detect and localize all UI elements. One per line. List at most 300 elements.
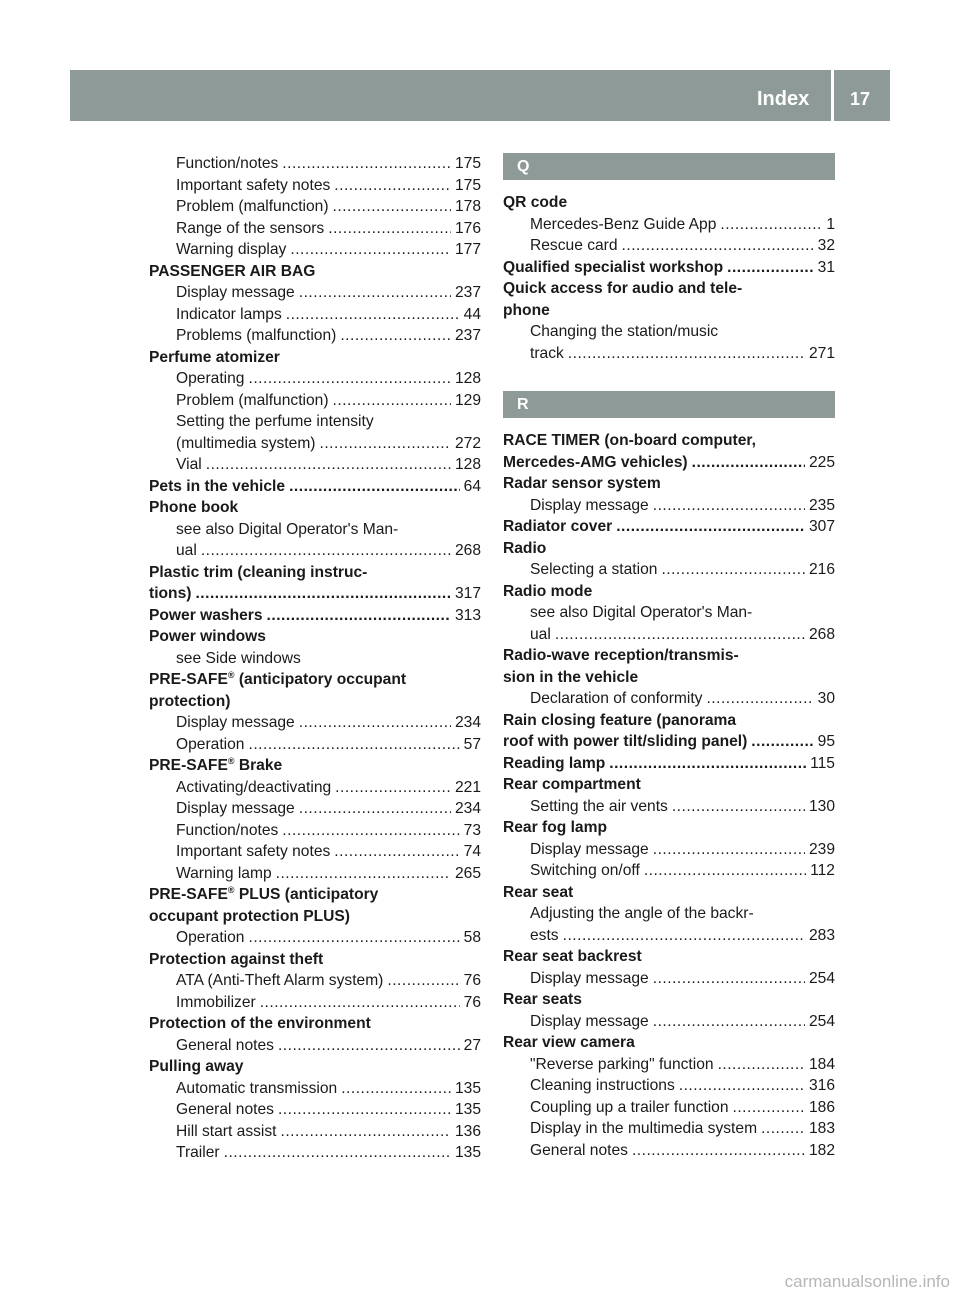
entry-text xyxy=(149,562,367,584)
dot-leader xyxy=(260,992,460,1014)
index-subentry[interactable] xyxy=(149,390,481,412)
entry-label: Adjusting the angle of the backr- xyxy=(530,905,754,922)
page-reference[interactable]: 183 xyxy=(808,1120,835,1137)
entry-text xyxy=(530,602,752,624)
dot-leader xyxy=(335,777,451,799)
index-entry[interactable] xyxy=(149,605,481,627)
entry-text xyxy=(149,605,263,627)
dot-leader xyxy=(299,712,451,734)
index-entry xyxy=(503,774,835,796)
page-reference[interactable]: 271 xyxy=(808,344,835,362)
entry-label: Perfume atomizer xyxy=(149,348,280,366)
index-subentry[interactable] xyxy=(149,368,481,390)
dot-leader xyxy=(334,841,459,863)
index-entry xyxy=(503,300,835,322)
entry-text xyxy=(503,192,567,214)
index-subentry[interactable] xyxy=(149,777,481,799)
entry-text xyxy=(176,1035,274,1057)
dot-leader xyxy=(333,390,451,412)
page-reference[interactable]: 31 xyxy=(817,258,835,276)
entry-label: Protection against theft xyxy=(149,950,324,968)
entry-text xyxy=(503,452,688,474)
entry-label: Power windows xyxy=(149,628,266,645)
index-subentry[interactable] xyxy=(149,175,481,197)
page-reference[interactable]: 235 xyxy=(808,496,835,514)
page-reference[interactable]: 317 xyxy=(454,585,481,602)
entry-text xyxy=(176,777,331,799)
entry-text xyxy=(176,1099,274,1121)
registered-mark: ® xyxy=(227,885,235,895)
dot-leader xyxy=(248,368,450,390)
index-subentry[interactable] xyxy=(503,235,835,257)
spacer xyxy=(503,180,835,192)
index-subentry xyxy=(149,411,481,433)
page-reference[interactable]: 237 xyxy=(454,284,481,301)
entry-label: PRE-SAFE xyxy=(149,757,228,774)
entry-text xyxy=(176,820,278,842)
index-entry xyxy=(503,710,835,732)
dot-leader xyxy=(644,860,806,882)
entry-text xyxy=(176,970,383,992)
entry-label: see also Digital Operator's Man- xyxy=(176,520,399,538)
entry-label: Rear seats xyxy=(503,991,582,1008)
index-subentry[interactable] xyxy=(149,454,481,476)
dot-leader xyxy=(616,516,805,538)
entry-text xyxy=(176,454,202,476)
page-reference[interactable]: 58 xyxy=(463,929,481,946)
entry-label: Rear seat xyxy=(503,883,574,901)
entry-label: Qualified specialist workshop xyxy=(503,258,724,276)
dot-leader xyxy=(563,925,805,947)
page-reference[interactable]: 265 xyxy=(454,864,481,882)
dot-leader xyxy=(328,218,451,240)
page-reference[interactable]: 237 xyxy=(454,327,481,344)
index-subentry[interactable] xyxy=(149,1078,481,1100)
entry-text xyxy=(176,992,256,1014)
entry-text xyxy=(176,1121,277,1143)
index-subentry[interactable] xyxy=(149,433,481,455)
index-subentry[interactable] xyxy=(149,820,481,842)
index-entry xyxy=(149,669,481,691)
index-entry xyxy=(149,884,481,906)
index-subentry[interactable] xyxy=(149,1121,481,1143)
dot-leader xyxy=(661,559,805,581)
entry-text xyxy=(503,257,723,279)
entry-text xyxy=(149,691,230,713)
header-page-number: 17 xyxy=(850,89,871,109)
page-reference[interactable]: 57 xyxy=(463,735,481,753)
page-reference[interactable]: 130 xyxy=(808,797,835,815)
entry-label: track xyxy=(530,344,564,362)
index-subentry[interactable] xyxy=(149,992,481,1014)
entry-text xyxy=(149,1056,243,1078)
entry-label: Pets in the vehicle xyxy=(149,477,286,495)
index-entry xyxy=(149,691,481,713)
entry-label: Display message xyxy=(176,284,295,301)
index-subentry[interactable] xyxy=(149,304,481,326)
page-reference[interactable]: 268 xyxy=(808,625,835,643)
entry-label: Display message xyxy=(530,496,649,514)
page-reference[interactable]: 135 xyxy=(454,1079,481,1097)
page-reference[interactable]: 44 xyxy=(463,305,481,323)
page-reference[interactable]: 175 xyxy=(454,155,481,172)
entry-text xyxy=(530,968,649,990)
entry-text xyxy=(530,559,657,581)
entry-label: Rain closing feature (panorama xyxy=(503,711,737,729)
entry-text xyxy=(176,798,295,820)
entry-text xyxy=(503,710,736,732)
index-subentry[interactable] xyxy=(503,1097,835,1119)
entry-text xyxy=(149,347,280,369)
entry-text xyxy=(149,884,378,906)
entry-text xyxy=(530,1118,757,1140)
index-entry xyxy=(503,645,835,667)
dot-leader xyxy=(267,605,451,627)
entry-label-rest: (anticipatory occupant xyxy=(234,671,407,688)
index-subentry[interactable] xyxy=(149,1035,481,1057)
index-entry xyxy=(503,278,835,300)
entry-label: (multimedia system) xyxy=(176,434,316,452)
dot-leader xyxy=(632,1140,805,1162)
page-reference[interactable]: 136 xyxy=(454,1122,481,1140)
index-subentry[interactable] xyxy=(149,196,481,218)
dot-leader xyxy=(761,1118,805,1140)
dot-leader xyxy=(278,1035,460,1057)
page-reference[interactable]: 178 xyxy=(454,198,481,215)
index-subentry[interactable] xyxy=(149,841,481,863)
entry-text xyxy=(176,282,295,304)
page-reference[interactable]: 135 xyxy=(454,1101,481,1118)
entry-label: Setting the air vents xyxy=(530,797,668,815)
index-entry xyxy=(149,906,481,928)
page-reference[interactable]: 95 xyxy=(817,733,835,750)
entry-text xyxy=(503,774,641,796)
dot-leader xyxy=(653,495,805,517)
entry-label: see Side windows xyxy=(176,649,301,667)
entry-label: ATA (Anti-Theft Alarm system) xyxy=(176,972,384,989)
dot-leader xyxy=(706,688,813,710)
page-reference[interactable]: 176 xyxy=(454,219,481,237)
index-subentry[interactable] xyxy=(149,927,481,949)
index-entry[interactable] xyxy=(503,516,835,538)
index-subentry[interactable] xyxy=(503,839,835,861)
page-reference[interactable]: 254 xyxy=(808,969,835,987)
index-subentry[interactable] xyxy=(149,970,481,992)
page-reference[interactable]: 283 xyxy=(808,926,835,944)
entry-label: roof with power tilt/sliding panel) xyxy=(503,733,748,750)
dot-leader xyxy=(290,239,451,261)
section-header: R xyxy=(503,391,835,418)
index-column-right xyxy=(503,153,835,1161)
dot-leader xyxy=(299,282,451,304)
entry-text xyxy=(176,433,316,455)
page-reference[interactable]: 216 xyxy=(808,561,835,578)
page-reference[interactable]: 73 xyxy=(463,821,481,839)
index-subentry[interactable] xyxy=(503,495,835,517)
dot-leader xyxy=(289,476,460,498)
entry-label: Indicator lamps xyxy=(176,305,282,323)
page-reference[interactable]: 30 xyxy=(817,690,835,707)
index-entry[interactable] xyxy=(503,753,835,775)
entry-label: Power washers xyxy=(149,606,263,624)
dot-leader xyxy=(720,214,822,236)
page-reference[interactable]: 307 xyxy=(808,518,835,535)
index-entry[interactable] xyxy=(149,476,481,498)
entry-text xyxy=(530,1140,628,1162)
page-reference[interactable]: 76 xyxy=(463,993,481,1011)
index-entry[interactable] xyxy=(503,257,835,279)
page-reference[interactable]: 313 xyxy=(454,606,481,624)
entry-text xyxy=(149,497,238,519)
dot-leader xyxy=(320,433,451,455)
index-subentry[interactable] xyxy=(149,712,481,734)
entry-label: Rear view camera xyxy=(503,1034,635,1051)
entry-label: occupant protection PLUS) xyxy=(149,907,350,925)
page-reference[interactable]: 272 xyxy=(454,434,481,452)
index-subentry xyxy=(149,648,481,670)
entry-text xyxy=(503,882,573,904)
entry-text xyxy=(149,626,266,648)
entry-label: Problem (malfunction) xyxy=(176,391,329,409)
entry-text xyxy=(530,860,640,882)
page-reference[interactable]: 182 xyxy=(808,1141,835,1159)
index-subentry[interactable] xyxy=(149,1099,481,1121)
index-subentry[interactable] xyxy=(503,1054,835,1076)
dot-leader xyxy=(653,839,805,861)
entry-text xyxy=(503,817,607,839)
entry-label: PRE-SAFE xyxy=(149,671,228,688)
entry-label: Radar sensor system xyxy=(503,475,661,492)
dot-leader xyxy=(653,968,805,990)
entry-label: Display message xyxy=(530,969,649,987)
index-entry[interactable] xyxy=(503,731,835,753)
entry-label: Trailer xyxy=(176,1144,220,1161)
dot-leader xyxy=(282,153,451,175)
index-entry xyxy=(503,882,835,904)
entry-text xyxy=(149,906,350,928)
dot-leader xyxy=(341,1078,451,1100)
dot-leader xyxy=(333,196,451,218)
index-subentry[interactable] xyxy=(503,1118,835,1140)
index-entry xyxy=(503,1032,835,1054)
page-reference[interactable]: 128 xyxy=(454,456,481,473)
entry-label: PRE-SAFE xyxy=(149,886,228,903)
entry-text xyxy=(503,946,642,968)
index-subentry xyxy=(149,519,481,541)
entry-label: Operating xyxy=(176,370,245,387)
entry-text xyxy=(176,648,301,670)
entry-label: ual xyxy=(176,542,197,559)
index-subentry[interactable] xyxy=(149,540,481,562)
entry-label: "Reverse parking" function xyxy=(530,1055,714,1073)
index-entry xyxy=(503,430,835,452)
entry-label: Radiator cover xyxy=(503,518,613,535)
header-title: Index xyxy=(757,88,810,110)
entry-label: Changing the station/music xyxy=(530,323,719,340)
index-entry xyxy=(503,538,835,560)
dot-leader xyxy=(751,731,813,753)
entry-text xyxy=(176,712,295,734)
index-subentry[interactable] xyxy=(149,863,481,885)
index-subentry[interactable] xyxy=(503,1011,835,1033)
dot-leader xyxy=(276,863,451,885)
index-subentry[interactable] xyxy=(503,860,835,882)
index-entry xyxy=(149,347,481,369)
entry-text xyxy=(176,519,398,541)
page-reference[interactable]: 254 xyxy=(808,1012,835,1030)
index-entry xyxy=(149,562,481,584)
page-reference[interactable]: 135 xyxy=(454,1144,481,1161)
index-subentry[interactable] xyxy=(503,1075,835,1097)
index-subentry[interactable] xyxy=(149,282,481,304)
entry-label: Protection of the environment xyxy=(149,1015,371,1032)
entry-label: tions) xyxy=(149,585,192,602)
index-entry xyxy=(149,497,481,519)
dot-leader xyxy=(282,820,459,842)
entry-label: Automatic transmission xyxy=(176,1079,338,1097)
entry-label: Cleaning instructions xyxy=(530,1077,675,1094)
index-subentry xyxy=(503,903,835,925)
entry-text xyxy=(530,903,754,925)
page-reference[interactable]: 234 xyxy=(454,800,481,817)
entry-text xyxy=(176,153,278,175)
entry-label-rest: Brake xyxy=(234,757,283,774)
entry-text xyxy=(176,734,244,756)
index-subentry[interactable] xyxy=(149,734,481,756)
entry-text xyxy=(176,304,282,326)
entry-label: phone xyxy=(503,301,550,319)
index-entry xyxy=(503,192,835,214)
entry-label: Problems (malfunction) xyxy=(176,327,337,344)
index-subentry xyxy=(503,321,835,343)
index-subentry[interactable] xyxy=(503,925,835,947)
dot-leader xyxy=(679,1075,805,1097)
page-reference[interactable]: 239 xyxy=(808,840,835,858)
index-entry xyxy=(503,989,835,1011)
page-reference[interactable]: 74 xyxy=(463,843,481,860)
index-column-left xyxy=(149,153,481,1164)
entry-label: Display message xyxy=(530,840,649,858)
dot-leader xyxy=(672,796,805,818)
entry-text xyxy=(176,239,286,261)
entry-label: Declaration of conformity xyxy=(530,690,703,707)
entry-text xyxy=(176,325,336,347)
page-reference[interactable]: 76 xyxy=(463,972,481,989)
entry-text xyxy=(149,755,282,777)
entry-label: Plastic trim (cleaning instruc- xyxy=(149,563,368,581)
entry-text xyxy=(530,214,716,236)
index-subentry[interactable] xyxy=(503,559,835,581)
page-reference[interactable]: 268 xyxy=(454,542,481,559)
page-reference[interactable]: 129 xyxy=(454,391,481,409)
page-reference[interactable]: 32 xyxy=(817,237,835,254)
page-reference[interactable]: 184 xyxy=(808,1055,835,1073)
page-reference[interactable]: 175 xyxy=(454,176,481,194)
page-reference[interactable]: 112 xyxy=(810,862,835,879)
index-subentry[interactable] xyxy=(503,1140,835,1162)
entry-text xyxy=(503,731,747,753)
page-reference[interactable]: 316 xyxy=(808,1077,835,1094)
entry-label: Selecting a station xyxy=(530,561,658,578)
entry-label: ests xyxy=(530,926,559,944)
page-reference[interactable]: 225 xyxy=(808,453,835,471)
entry-label: Mercedes-AMG vehicles) xyxy=(503,453,688,471)
entry-label: Function/notes xyxy=(176,155,279,172)
index-subentry[interactable] xyxy=(503,624,835,646)
page-reference[interactable]: 221 xyxy=(454,778,481,796)
entry-label: see also Digital Operator's Man- xyxy=(530,604,753,621)
index-subentry[interactable] xyxy=(503,343,835,365)
page-reference[interactable]: 186 xyxy=(808,1098,835,1116)
page-reference[interactable]: 234 xyxy=(454,714,481,731)
entry-text xyxy=(176,196,329,218)
entry-label: Rescue card xyxy=(530,237,618,254)
dot-leader xyxy=(692,452,805,474)
index-subentry[interactable] xyxy=(503,968,835,990)
entry-text xyxy=(176,390,329,412)
page-reference[interactable]: 1 xyxy=(826,215,835,233)
dot-leader xyxy=(555,624,805,646)
index-subentry[interactable] xyxy=(503,688,835,710)
index-entry[interactable] xyxy=(503,452,835,474)
entry-text xyxy=(503,300,550,322)
entry-text xyxy=(530,321,718,343)
entry-text xyxy=(176,927,244,949)
dot-leader xyxy=(387,970,459,992)
entry-label: Display in the multimedia system xyxy=(530,1120,758,1137)
index-subentry[interactable] xyxy=(149,239,481,261)
entry-label: Important safety notes xyxy=(176,843,331,860)
entry-label: Operation xyxy=(176,929,245,946)
index-subentry[interactable] xyxy=(149,218,481,240)
index-subentry[interactable] xyxy=(503,796,835,818)
index-subentry[interactable] xyxy=(149,798,481,820)
entry-text xyxy=(176,175,330,197)
entry-text xyxy=(176,368,244,390)
header-divider xyxy=(831,70,834,121)
entry-label: Setting the perfume intensity xyxy=(176,413,374,430)
entry-label: Rear seat backrest xyxy=(503,948,642,965)
entry-text xyxy=(530,839,649,861)
page-reference[interactable]: 27 xyxy=(463,1036,481,1054)
index-entry xyxy=(503,667,835,689)
index-subentry[interactable] xyxy=(149,1142,481,1164)
entry-text xyxy=(176,841,330,863)
entry-text xyxy=(503,645,739,667)
registered-mark: ® xyxy=(227,670,235,680)
index-subentry xyxy=(503,602,835,624)
entry-label: Warning lamp xyxy=(176,864,272,882)
page-reference[interactable]: 177 xyxy=(454,241,481,258)
index-subentry[interactable] xyxy=(503,214,835,236)
index-subentry[interactable] xyxy=(149,153,481,175)
index-subentry[interactable] xyxy=(149,325,481,347)
dot-leader xyxy=(733,1097,805,1119)
dot-leader xyxy=(340,325,451,347)
entry-label: General notes xyxy=(176,1036,274,1054)
dot-leader xyxy=(609,753,806,775)
entry-label: Rear compartment xyxy=(503,776,641,793)
entry-text xyxy=(176,1142,220,1164)
entry-label: Hill start assist xyxy=(176,1122,277,1140)
page-reference[interactable]: 128 xyxy=(454,370,481,387)
entry-label: General notes xyxy=(176,1101,274,1118)
entry-text xyxy=(149,1013,371,1035)
page-reference[interactable]: 64 xyxy=(463,477,481,495)
entry-label: Radio-wave reception/transmis- xyxy=(503,647,739,664)
page-reference[interactable]: 115 xyxy=(810,754,835,772)
index-entry[interactable] xyxy=(149,583,481,605)
